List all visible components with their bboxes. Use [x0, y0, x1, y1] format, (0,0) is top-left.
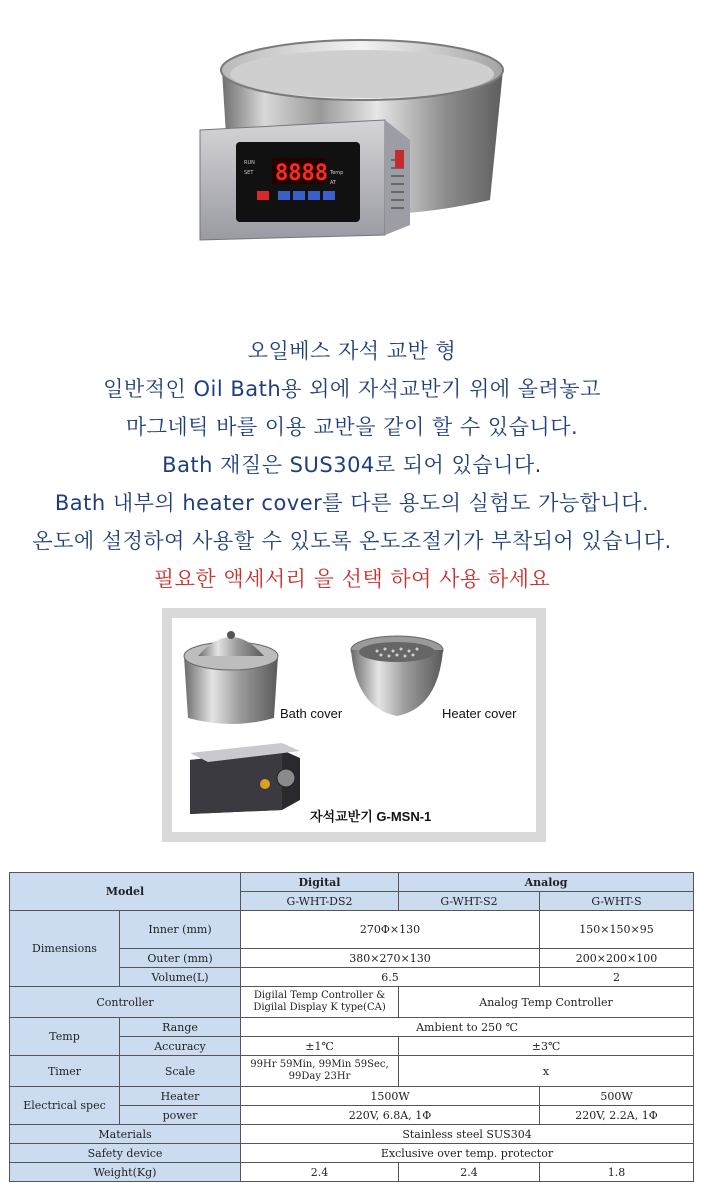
safety-label: Safety device [10, 1144, 241, 1163]
weight-s: 1.8 [540, 1163, 694, 1182]
timer-label: Timer [10, 1056, 120, 1087]
heater-cover-label: Heater cover [442, 706, 517, 721]
stirrer-label: 자석교반기 G-MSN-1 [310, 809, 432, 824]
spec-table [9, 872, 694, 1182]
safety-value: Exclusive over temp. protector [241, 1144, 694, 1163]
down-key [308, 191, 320, 200]
materials-label: Materials [10, 1125, 241, 1144]
dimensions-label: Dimensions [10, 911, 120, 987]
oil-bath-illustration [0, 0, 704, 300]
accuracy-label: Accuracy [120, 1037, 241, 1056]
scale-digital: 99Hr 59Min, 99Min 59Sec, 99Day 23Hr [241, 1056, 399, 1087]
description-line-4: Bath 재질은 SUS304로 되어 있습니다. [162, 453, 542, 477]
volume-label: Volume(L) [120, 968, 241, 987]
product-photo [0, 0, 704, 300]
outer-value-a: 380×270×130 [241, 949, 540, 968]
inner-label: Inner (mm) [120, 911, 241, 949]
scale-analog: x [399, 1056, 694, 1087]
heater-label: Heater [120, 1087, 241, 1106]
description-line-5: Bath 내부의 heater cover를 다른 용도의 실험도 가능합니다. [54, 491, 650, 515]
accuracy-digital: ±1℃ [241, 1037, 399, 1056]
description-line-3: 마그네틱 바를 이용 교반을 같이 할 수 있습니다. [125, 415, 579, 439]
magnetic-stirrer-image [190, 743, 300, 814]
up-key [323, 191, 335, 200]
model-s: G-WHT-S [540, 892, 694, 911]
outer-label: Outer (mm) [120, 949, 241, 968]
heater-value-a: 1500W [241, 1087, 540, 1106]
accuracy-analog: ±3℃ [399, 1037, 694, 1056]
materials-value: Stainless steel SUS304 [241, 1125, 694, 1144]
power-value-b: 220V, 2.2A, 1Φ [540, 1106, 694, 1125]
temp-label: Temp [330, 170, 344, 176]
mode-key [278, 191, 290, 200]
weight-s2: 2.4 [399, 1163, 540, 1182]
run-label: RUN [244, 160, 255, 166]
power-label: power [120, 1106, 241, 1125]
analog-header: Analog [399, 873, 694, 892]
set-label: SET [244, 170, 254, 176]
model-ds2: G-WHT-DS2 [241, 892, 399, 911]
range-value: Ambient to 250 ℃ [241, 1018, 694, 1037]
bath-cover-label: Bath cover [280, 706, 343, 721]
accessories-panel [162, 608, 546, 842]
model-s2: G-WHT-S2 [399, 892, 540, 911]
scale-label: Scale [120, 1056, 241, 1087]
controller-digital: Digilal Temp Controller & Digilal Display K type(CA) [241, 987, 399, 1018]
set-key [257, 191, 269, 200]
electrical-label: Electrical spec [10, 1087, 120, 1125]
heater-cover-image [351, 636, 443, 716]
product-description [0, 332, 704, 598]
description-line-1: 오일베스 자석 교반 형 [247, 339, 457, 363]
bath-cover-image [184, 631, 278, 724]
volume-value-a: 6.5 [241, 968, 540, 987]
inner-value-b: 150×150×95 [540, 911, 694, 949]
controller-analog: Analog Temp Controller [399, 987, 694, 1018]
at-label: AT [330, 180, 337, 186]
weight-label: Weight(Kg) [10, 1163, 241, 1182]
accessories-illustration [172, 618, 536, 832]
heater-value-b: 500W [540, 1087, 694, 1106]
volume-value-b: 2 [540, 968, 694, 987]
description-line-2: 일반적인 Oil Bath용 외에 자석교반기 위에 올려놓고 [103, 377, 601, 401]
inner-value-a: 270Φ×130 [241, 911, 540, 949]
temp-readout: 8888 [275, 161, 328, 186]
outer-value-b: 200×200×100 [540, 949, 694, 968]
controller-label: Controller [10, 987, 241, 1018]
weight-ds2: 2.4 [241, 1163, 399, 1182]
description-line-6: 온도에 설정하여 사용할 수 있도록 온도조절기가 부착되어 있습니다. [32, 529, 672, 553]
range-label: Range [120, 1018, 241, 1037]
temp-label: Temp [10, 1018, 120, 1056]
digital-header: Digital [241, 873, 399, 892]
accessory-notice: 필요한 액세서리 을 선택 하여 사용 하세요 [153, 567, 551, 591]
left-key [293, 191, 305, 200]
power-value-a: 220V, 6.8A, 1Φ [241, 1106, 540, 1125]
model-header: Model [10, 873, 241, 911]
